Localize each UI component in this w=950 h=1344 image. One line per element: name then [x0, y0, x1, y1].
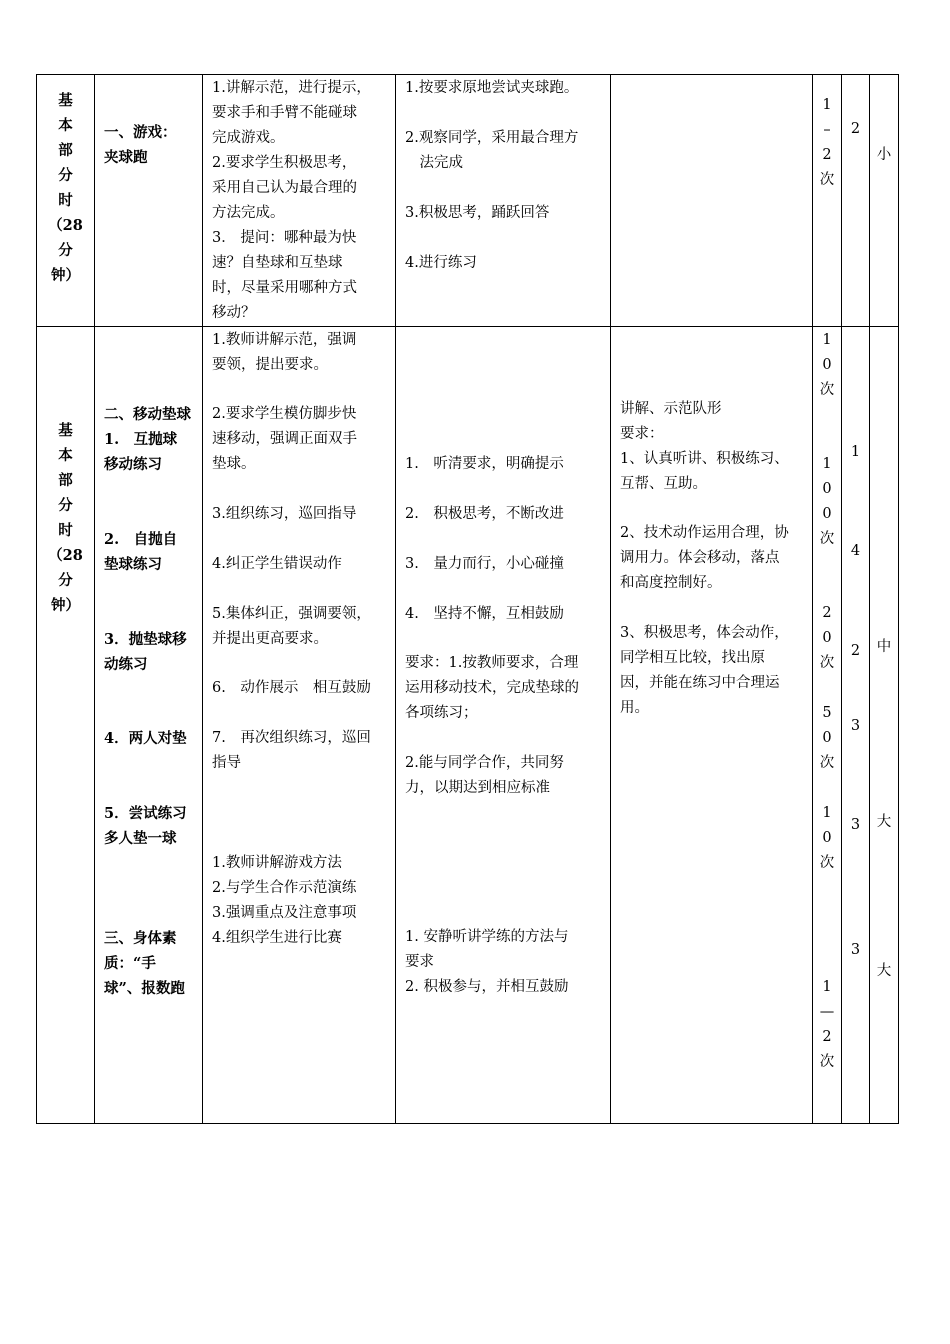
- text-line: 次: [819, 855, 835, 871]
- section-cell: [37, 327, 95, 1124]
- organization-item: [620, 621, 808, 721]
- text-line: 多人垫一球: [104, 830, 177, 847]
- text-line: 用。: [620, 700, 649, 716]
- text-line: 2. 积极思考，不断改进: [405, 506, 564, 522]
- text-line: 速移动，强调正面双手: [212, 431, 357, 447]
- text-line: —: [819, 1004, 835, 1020]
- content-item: [104, 627, 194, 677]
- text-line: 1. 互抛球: [104, 431, 178, 448]
- content-text: [95, 75, 202, 170]
- student-step: [405, 552, 604, 577]
- organization-stack: [611, 327, 812, 1123]
- text-line: 移动？: [212, 305, 256, 321]
- text-line: –: [823, 122, 831, 138]
- text-line: 要求：: [620, 426, 664, 442]
- text-line: 指导: [212, 755, 241, 771]
- text-line: 4.组织学生进行比赛: [212, 930, 342, 946]
- text-line: 4．两人对垫: [104, 730, 187, 747]
- times-item: 3: [850, 942, 861, 958]
- text-line: 时: [58, 522, 73, 539]
- text-line: 次: [819, 172, 835, 188]
- section-label: [37, 75, 94, 288]
- text-line: 0: [822, 481, 832, 497]
- count-item: [813, 975, 841, 1075]
- teacher-step: [212, 602, 389, 652]
- section-cell: [37, 75, 95, 327]
- text-line: 垫球练习: [104, 556, 162, 573]
- text-line: 时: [58, 192, 73, 209]
- text-line: 本: [58, 447, 73, 464]
- text-line: 夹球跑: [104, 149, 148, 166]
- text-line: 2、技术动作运用合理，协: [620, 525, 789, 541]
- content-cell: [95, 327, 203, 1124]
- content-item: [104, 926, 194, 1001]
- text-line: 速？自垫球和互垫球: [212, 255, 343, 271]
- text-line: 1: [822, 456, 832, 472]
- text-line: 7. 再次组织练习，巡回: [212, 730, 371, 746]
- times-item: 3: [850, 817, 861, 833]
- teacher-stack: [203, 327, 395, 1123]
- count-item: [813, 452, 841, 552]
- text-line: 要领，提出要求。: [212, 357, 328, 373]
- teacher-step: [212, 552, 389, 577]
- text-line: 钟）: [51, 597, 80, 614]
- student-step: [405, 602, 604, 627]
- text-line: 1: [822, 805, 832, 821]
- text-line: [405, 226, 604, 251]
- text-line: 2. 积极参与，并相互鼓励: [405, 979, 569, 995]
- times-stack: [842, 327, 869, 1123]
- text-line: 本: [58, 117, 73, 134]
- text-line: 3.积极思考，踊跃回答: [405, 205, 550, 221]
- organization-item: [620, 397, 808, 497]
- teacher-activity-text: [203, 75, 395, 326]
- text-line: 1. 安静听讲学练的方法与: [405, 929, 569, 945]
- text-line: 同学相互比较，找出原: [620, 650, 765, 666]
- text-line: 因，并能在练习中合理运: [620, 675, 780, 691]
- text-line: 要求：1.按教师要求，合理: [405, 655, 579, 671]
- teacher-step: [212, 851, 389, 951]
- times-cell: [842, 327, 870, 1124]
- text-line: 钟）: [51, 267, 80, 284]
- text-line: 分: [58, 167, 73, 184]
- text-line: 部: [58, 142, 73, 159]
- text-line: 2: [822, 147, 832, 163]
- teacher-step: [212, 726, 389, 776]
- text-line: 分: [58, 497, 73, 514]
- text-line: 0: [822, 630, 832, 646]
- text-line: 次: [819, 755, 835, 771]
- text-line: 球”、报数跑: [104, 980, 185, 997]
- organization-cell: [611, 327, 813, 1124]
- content-stack: [95, 327, 202, 1123]
- text-line: 和高度控制好。: [620, 575, 722, 591]
- lesson-plan-table: [36, 74, 899, 1124]
- teacher-step: [212, 502, 389, 527]
- student-step: [405, 751, 604, 801]
- content-item: [104, 726, 194, 751]
- text-line: 3.强调重点及注意事项: [212, 905, 357, 921]
- count-text: [813, 75, 841, 193]
- intensity-stack: [870, 327, 898, 1123]
- teacher-activity-cell: [203, 75, 396, 327]
- text-line: 动练习: [104, 656, 148, 673]
- text-line: 2.能与同学合作，共同努: [405, 755, 564, 771]
- count-item: [813, 701, 841, 776]
- student-activity-cell: [396, 327, 611, 1124]
- count-cell: [813, 75, 842, 327]
- text-line: 2.要求学生积极思考，: [212, 155, 357, 171]
- text-line: 3.组织练习，巡回指导: [212, 506, 357, 522]
- student-step: [405, 502, 604, 527]
- text-line: 2.要求学生模仿脚步快: [212, 406, 357, 422]
- text-line: 三、身体素: [104, 930, 177, 947]
- student-activity-cell: [396, 75, 611, 327]
- teacher-step: [212, 328, 389, 378]
- intensity-item: 大: [876, 814, 892, 830]
- text-line: 移动练习: [104, 456, 162, 473]
- student-activity-text: [396, 75, 610, 276]
- text-line: 1: [822, 979, 832, 995]
- text-line: [405, 101, 604, 126]
- text-line: 互帮、互助。: [620, 476, 707, 492]
- times-item: 1: [850, 444, 861, 460]
- text-line: 采用自己认为最合理的: [212, 180, 357, 196]
- table-row: [37, 75, 899, 327]
- text-line: 二、移动垫球: [104, 406, 191, 423]
- student-step: [405, 925, 604, 1000]
- text-line: 方法完成。: [212, 205, 285, 221]
- text-line: 0: [822, 506, 832, 522]
- student-stack: [396, 327, 610, 1123]
- text-line: 讲解、示范队形: [620, 401, 722, 417]
- count-item: [813, 328, 841, 403]
- student-step: [405, 452, 604, 477]
- teacher-step: [212, 402, 389, 477]
- intensity-text: 小: [876, 147, 892, 163]
- table-row: [37, 327, 899, 1124]
- text-line: 质：“手: [104, 955, 156, 972]
- text-line: 并提出更高要求。: [212, 631, 328, 647]
- times-item: 2: [850, 643, 861, 659]
- text-line: 1.教师讲解游戏方法: [212, 855, 342, 871]
- text-line: 垫球。: [212, 456, 256, 472]
- text-line: 5.集体纠正，强调要领，: [212, 606, 371, 622]
- content-item: [104, 801, 194, 851]
- intensity-cell: [870, 75, 899, 327]
- times-item: 3: [850, 718, 861, 734]
- section-label: [37, 327, 94, 618]
- text-line: 3、积极思考，体会动作，: [620, 625, 789, 641]
- text-line: 6. 动作展示 相互鼓励: [212, 680, 371, 696]
- text-line: 分: [58, 572, 73, 589]
- text-line: 力，以期达到相应标准: [405, 780, 550, 796]
- text-line: 0: [822, 357, 832, 373]
- text-line: 3．抛垫球移: [104, 631, 187, 648]
- text-line: 1、认真听讲、积极练习、: [620, 451, 789, 467]
- text-line: 2.观察同学，采用最合理方: [405, 130, 579, 146]
- text-line: （28: [48, 547, 83, 564]
- text-line: 1.教师讲解示范，强调: [212, 332, 357, 348]
- text-line: 5: [822, 705, 832, 721]
- text-line: 调用力。体会移动，落点: [620, 550, 780, 566]
- text-line: 部: [58, 472, 73, 489]
- times-text: 2: [850, 121, 861, 137]
- intensity-cell: [870, 327, 899, 1124]
- text-line: 分: [58, 242, 73, 259]
- text-line: 2: [822, 1029, 832, 1045]
- text-line: 0: [822, 730, 832, 746]
- text-line: 次: [819, 1054, 835, 1070]
- text-line: 1. 听清要求，明确提示: [405, 456, 564, 472]
- teacher-activity-cell: [203, 327, 396, 1124]
- text-line: 次: [819, 382, 835, 398]
- text-line: 1.讲解示范，进行提示，: [212, 80, 371, 96]
- content-item: [104, 527, 194, 577]
- text-line: 次: [819, 655, 835, 671]
- text-line: 1: [822, 332, 832, 348]
- text-line: 一、游戏：: [104, 124, 177, 141]
- text-line: 完成游戏。: [212, 130, 285, 146]
- times-cell: [842, 75, 870, 327]
- text-line: 时，尽量采用哪种方式: [212, 280, 357, 296]
- text-line: 法完成: [405, 155, 463, 171]
- teacher-step: [212, 676, 389, 701]
- text-line: 4. 坚持不懈，互相鼓励: [405, 606, 564, 622]
- text-line: 1: [822, 97, 832, 113]
- text-line: 次: [819, 531, 835, 547]
- text-line: 3． 提问：哪种最为快: [212, 230, 357, 246]
- organization-item: [620, 521, 808, 596]
- text-line: 4.进行练习: [405, 255, 477, 271]
- content-item: [104, 402, 194, 477]
- text-line: 5．尝试练习: [104, 805, 187, 822]
- content-cell: [95, 75, 203, 327]
- text-line: 2: [822, 605, 832, 621]
- text-line: 0: [822, 830, 832, 846]
- text-line: 2.与学生合作示范演练: [212, 880, 357, 896]
- text-line: [405, 176, 604, 201]
- text-line: 要求: [405, 954, 434, 970]
- text-line: 4.纠正学生错误动作: [212, 556, 342, 572]
- times-item: 4: [850, 543, 861, 559]
- text-line: 运用移动技术，完成垫球的: [405, 680, 579, 696]
- intensity-item: 中: [876, 639, 892, 655]
- text-line: 1.按要求原地尝试夹球跑。: [405, 80, 579, 96]
- text-line: 3. 量力而行，小心碰撞: [405, 556, 564, 572]
- count-item: [813, 601, 841, 676]
- text-line: 要求手和手臂不能碰球: [212, 105, 357, 121]
- text-line: 基: [58, 92, 73, 109]
- count-cell: [813, 327, 842, 1124]
- text-line: 各项练习；: [405, 705, 478, 721]
- text-line: 2. 自抛自: [104, 531, 178, 548]
- organization-cell: [611, 75, 813, 327]
- intensity-item: 大: [876, 963, 892, 979]
- student-step: [405, 651, 604, 726]
- count-stack: [813, 327, 841, 1123]
- count-item: [813, 801, 841, 876]
- text-line: 基: [58, 422, 73, 439]
- text-line: （28: [48, 217, 83, 234]
